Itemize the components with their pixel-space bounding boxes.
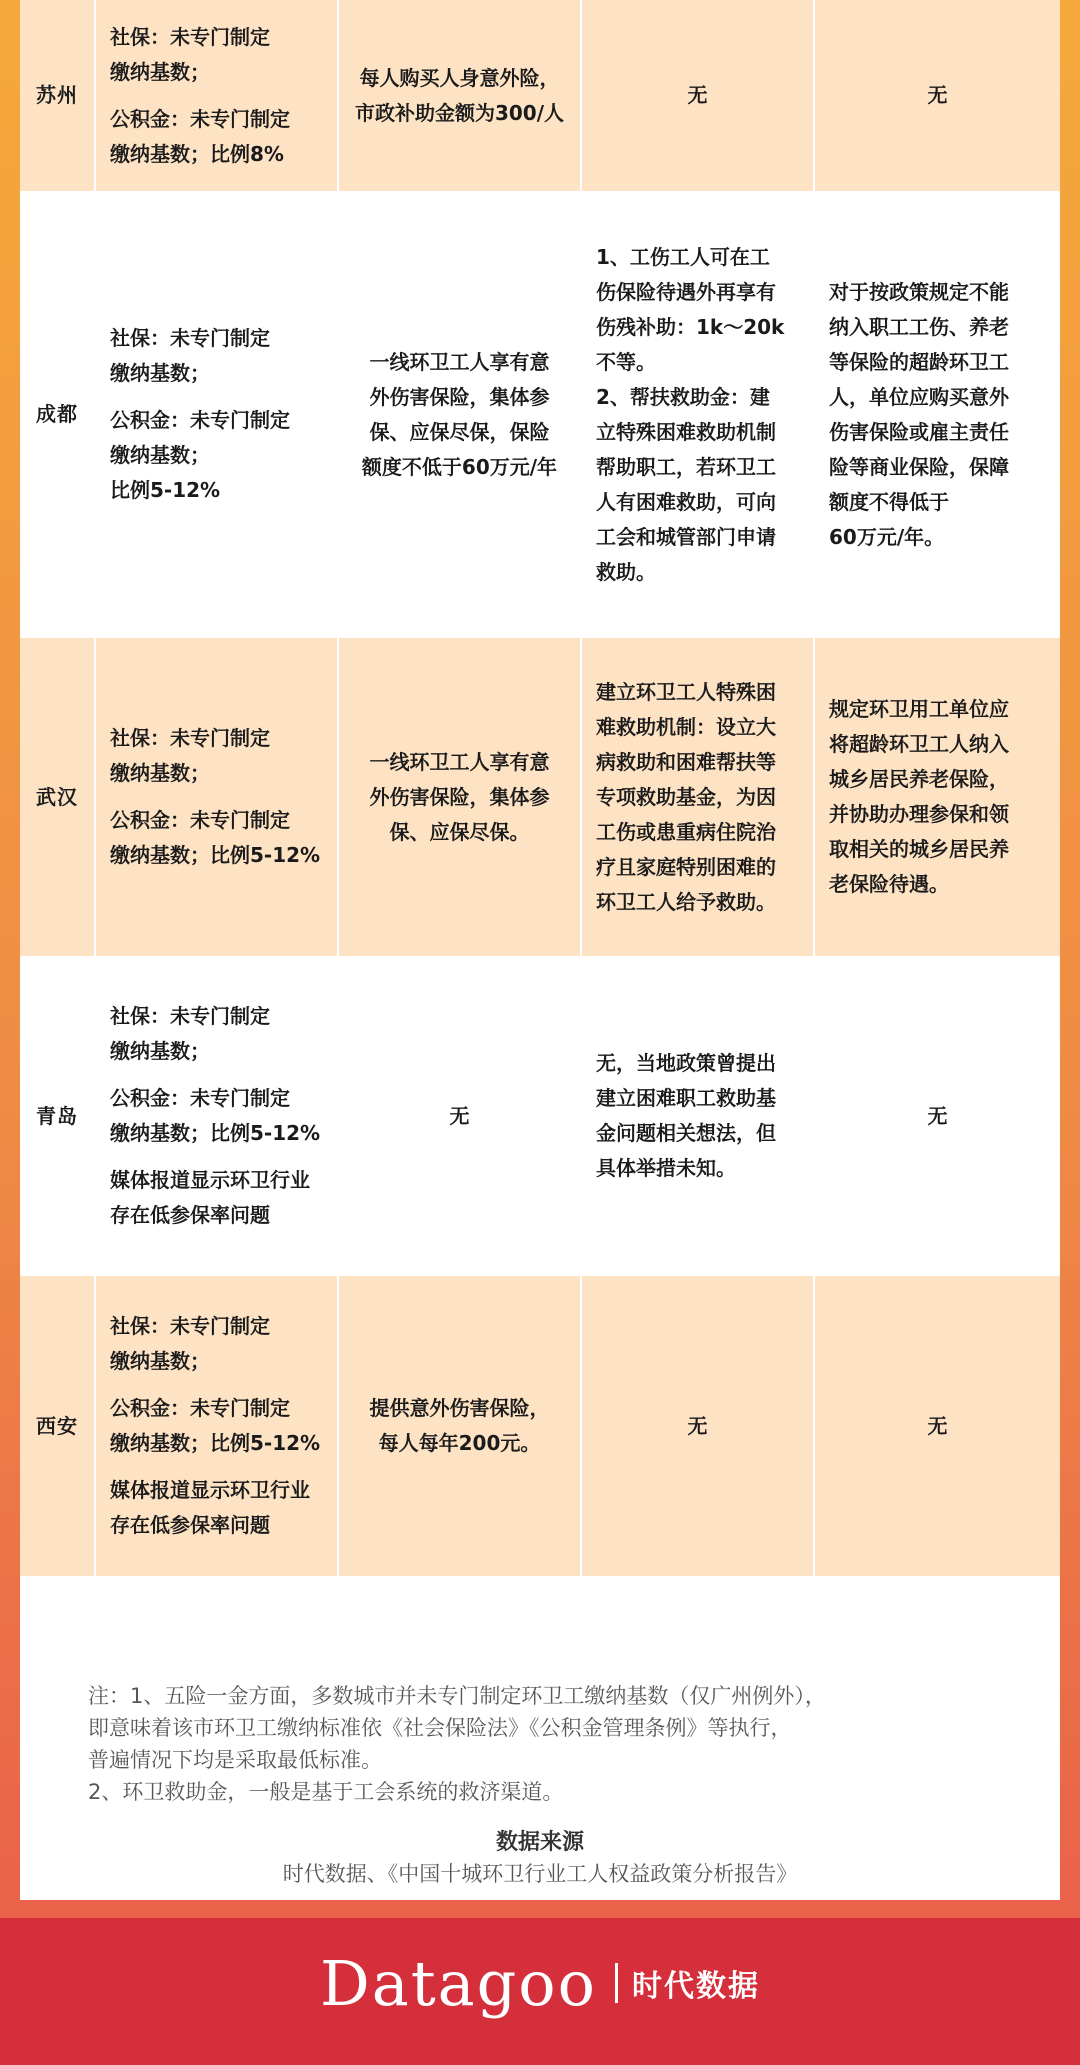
elderly-line: 无 [927, 1413, 948, 1438]
city-name: 苏州 [20, 0, 95, 192]
relief-line: 病救助和困难帮扶等 [596, 749, 776, 774]
media-line: 存在低参保率问题 [110, 1513, 270, 1537]
insurance-line: 保、应保尽保，保险 [369, 419, 550, 444]
relief-line: 疗且家庭特别困难的 [596, 854, 776, 879]
social-fund-cell [95, 957, 338, 1275]
elderly-line: 险等商业保险，保障 [829, 454, 1009, 479]
elderly-line: 60万元/年。 [829, 524, 945, 549]
fund-line: 缴纳基数；比例5-12% [110, 1431, 321, 1455]
elderly-line: 取相关的城乡居民养 [829, 837, 1009, 861]
notes-block [88, 1680, 1048, 1808]
social-fund-cell [95, 0, 338, 192]
footer-banner [0, 1918, 1080, 2065]
fund-line: 缴纳基数； [110, 443, 210, 467]
insurance-cell [338, 637, 581, 957]
social-line: 缴纳基数； [110, 1349, 210, 1373]
brand-name-cn: 时代数据 [631, 1969, 760, 2004]
relief-line: 无，当地政策曾提出 [596, 1051, 776, 1075]
fund-line: 缴纳基数；比例5-12% [110, 843, 321, 867]
table-row [20, 637, 1060, 957]
social-line: 社保：未专门制定 [110, 326, 270, 350]
social-line: 社保：未专门制定 [110, 24, 270, 49]
table-row [20, 192, 1060, 637]
insurance-cell [338, 0, 581, 192]
relief-line: 救助。 [596, 559, 656, 584]
fund-line: 比例5-12% [110, 478, 221, 502]
relief-line: 难救助机制：设立大 [596, 714, 776, 739]
spacer [110, 1379, 323, 1391]
insurance-line: 保、应保尽保。 [389, 819, 530, 844]
relief-cell [581, 957, 814, 1275]
insurance-line: 每人每年200元。 [378, 1431, 541, 1455]
brand-name: Datagoo [320, 1946, 597, 2020]
relief-line: 人有困难救助，可向 [596, 489, 776, 514]
spacer [110, 1069, 323, 1081]
relief-line: 立特殊困难救助机制 [596, 419, 776, 444]
relief-line: 工会和城管部门申请 [596, 524, 776, 549]
relief-line: 专项救助基金，为因 [596, 784, 776, 809]
insurance-line: 提供意外伤害保险， [369, 1396, 550, 1420]
elderly-line: 无 [927, 1103, 948, 1128]
social-line: 社保：未专门制定 [110, 1004, 270, 1028]
media-line: 存在低参保率问题 [110, 1203, 270, 1227]
social-line: 社保：未专门制定 [110, 726, 270, 750]
elderly-line: 无 [927, 83, 948, 107]
relief-line: 伤保险待遇外再享有 [596, 279, 776, 304]
relief-line: 建立环卫工人特殊困 [596, 679, 776, 704]
elderly-line: 老保险待遇。 [829, 872, 949, 896]
insurance-line: 无 [449, 1103, 470, 1128]
fund-line: 公积金：未专门制定 [110, 1396, 290, 1420]
table-row [20, 1275, 1060, 1577]
table-row [20, 0, 1060, 192]
note-line: 普遍情况下均是采取最低标准。 [88, 1748, 382, 1772]
relief-line: 无 [687, 83, 708, 107]
spacer [110, 1461, 323, 1473]
social-line: 社保：未专门制定 [110, 1314, 270, 1338]
relief-line: 帮助职工，若环卫工 [596, 454, 776, 479]
social-fund-cell [95, 1275, 338, 1577]
note-line: 即意味着该市环卫工缴纳标准依《社会保险法》《公积金管理条例》等执行， [88, 1716, 792, 1740]
fund-line: 公积金：未专门制定 [110, 408, 290, 432]
relief-cell [581, 0, 814, 192]
elderly-line: 对于按政策规定不能 [829, 279, 1009, 304]
relief-line: 金问题相关想法，但 [596, 1121, 776, 1145]
social-fund-cell [95, 192, 338, 637]
city-name: 西安 [20, 1275, 95, 1577]
elderly-line: 并协助办理参保和领 [829, 802, 1009, 826]
source-text: 时代数据、《中国十城环卫行业工人权益政策分析报告》 [282, 1862, 798, 1886]
insurance-line: 一线环卫工人享有意 [369, 349, 550, 374]
social-fund-cell [95, 637, 338, 957]
insurance-line: 市政补助金额为300/人 [354, 100, 565, 125]
city-name: 武汉 [20, 637, 95, 957]
elderly-line: 将超龄环卫工人纳入 [829, 732, 1009, 756]
content-panel [20, 0, 1060, 1900]
fund-line: 缴纳基数；比例5-12% [110, 1121, 321, 1145]
insurance-line: 一线环卫工人享有意 [369, 749, 550, 774]
social-line: 缴纳基数； [110, 361, 210, 385]
fund-line: 公积金：未专门制定 [110, 808, 290, 832]
city-name: 青岛 [20, 957, 95, 1275]
relief-cell [581, 1275, 814, 1577]
relief-line: 环卫工人给予救助。 [596, 889, 776, 914]
relief-line: 2、帮扶救助金：建 [596, 384, 770, 409]
insurance-cell [338, 1275, 581, 1577]
elderly-line: 人，单位应购买意外 [829, 384, 1009, 409]
insurance-cell [338, 957, 581, 1275]
spacer [110, 791, 323, 803]
elderly-line: 伤害保险或雇主责任 [829, 419, 1009, 444]
elderly-cell [814, 1275, 1060, 1577]
elderly-line: 等保险的超龄环卫工 [829, 349, 1009, 374]
relief-line: 1、工伤工人可在工 [596, 244, 770, 269]
social-line: 缴纳基数； [110, 761, 210, 785]
media-line: 媒体报道显示环卫行业 [110, 1478, 310, 1502]
insurance-cell [338, 192, 581, 637]
insurance-line: 外伤害保险，集体参 [369, 784, 550, 809]
brand-separator [615, 1963, 618, 2003]
relief-cell [581, 192, 814, 637]
elderly-cell [814, 637, 1060, 957]
fund-line: 缴纳基数；比例8% [110, 141, 284, 166]
elderly-line: 城乡居民养老保险， [829, 767, 1009, 791]
policy-table [20, 0, 1060, 1578]
fund-line: 公积金：未专门制定 [110, 106, 290, 131]
city-name: 成都 [20, 192, 95, 637]
brand-logo [0, 1918, 1080, 2048]
relief-line: 不等。 [596, 349, 656, 374]
spacer [110, 1151, 323, 1163]
elderly-line: 纳入职工工伤、养老 [829, 314, 1009, 339]
social-line: 缴纳基数； [110, 1039, 210, 1063]
fund-line: 公积金：未专门制定 [110, 1086, 290, 1110]
table-row [20, 957, 1060, 1275]
relief-line: 伤残补助：1k～20k [596, 314, 785, 339]
relief-cell [581, 637, 814, 957]
elderly-cell [814, 0, 1060, 192]
relief-line: 建立困难职工救助基 [596, 1086, 776, 1110]
relief-line: 无 [687, 1413, 708, 1438]
spacer [110, 90, 323, 102]
insurance-line: 每人购买人身意外险， [359, 65, 560, 90]
note-line: 2、环卫救助金，一般是基于工会系统的救济渠道。 [88, 1780, 564, 1804]
relief-line: 具体举措未知。 [596, 1156, 736, 1180]
insurance-line: 外伤害保险，集体参 [369, 384, 550, 409]
note-line: 注：1、五险一金方面，多数城市并未专门制定环卫工缴纳基数（仅广州例外）， [88, 1684, 826, 1708]
elderly-cell [814, 957, 1060, 1275]
insurance-line: 额度不低于60万元/年 [361, 454, 558, 479]
spacer [110, 391, 323, 403]
elderly-cell [814, 192, 1060, 637]
elderly-line: 规定环卫用工单位应 [829, 697, 1009, 721]
relief-line: 工伤或患重病住院治 [596, 819, 776, 844]
social-line: 缴纳基数； [110, 59, 210, 84]
media-line: 媒体报道显示环卫行业 [110, 1168, 310, 1192]
elderly-line: 额度不得低于 [829, 489, 949, 514]
source-title: 数据来源 [495, 1830, 584, 1855]
